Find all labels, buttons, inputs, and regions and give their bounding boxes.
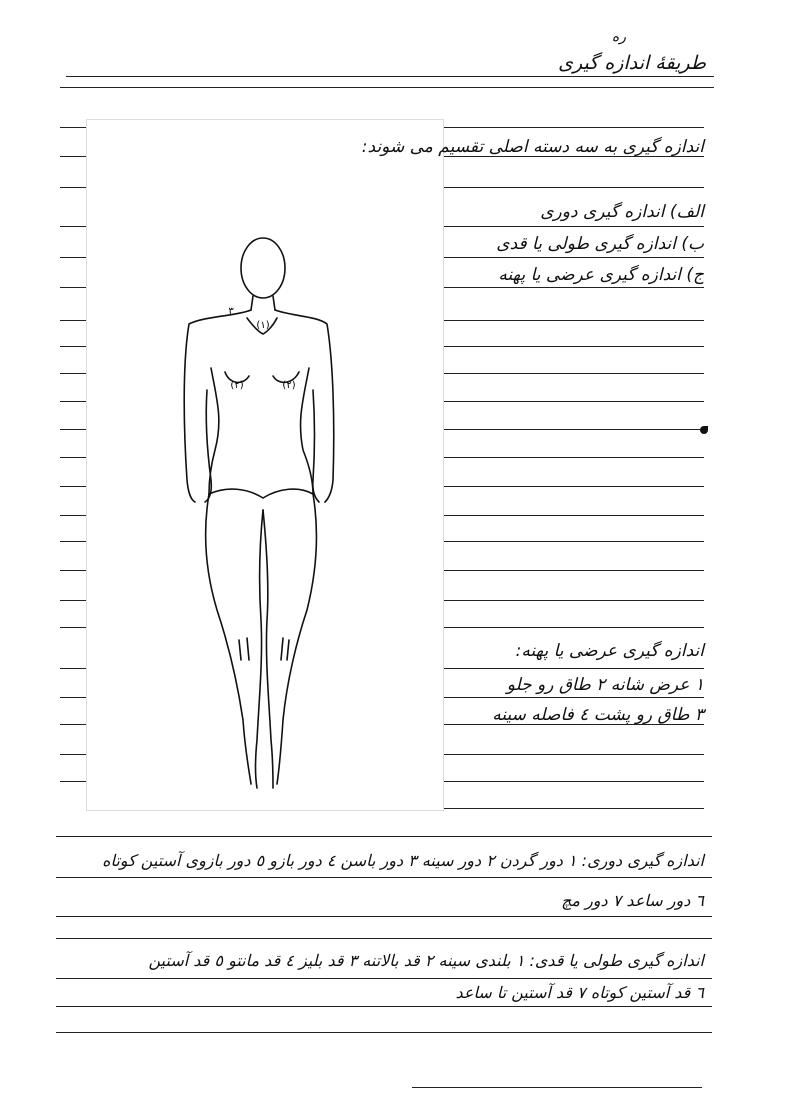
shoulder-label: ٣ [228, 306, 234, 317]
corner-mark: ره [611, 29, 626, 45]
right-bust-label: (٢) [282, 380, 296, 391]
intro-item-b: ب) اندازه گیری طولی یا قدی [496, 234, 704, 254]
width-line-1: ١ عرض شانه ٢ طاق رو جلو [506, 675, 704, 695]
intro-heading: اندازه گیری به سه دسته اصلی تقسیم می شوند: [361, 137, 704, 157]
intro-item-a: الف) اندازه گیری دوری [540, 202, 704, 222]
width-line-2: ٣ طاق رو پشت ٤ فاصله سینه [492, 705, 704, 725]
left-bust-label: (٢) [230, 380, 244, 391]
punch-mark [700, 426, 708, 434]
body-figure-drawing [87, 120, 443, 810]
intro-item-c: ج) اندازه گیری عرضی یا پهنه [498, 265, 704, 285]
round-line-2: ٦ دور ساعد ٧ دور مچ [561, 891, 704, 910]
page-title: طریقهٔ اندازه گیری [558, 52, 706, 74]
length-line-2: ٦ قد آستین کوتاه ٧ قد آستین تا ساعد [455, 983, 704, 1002]
width-heading: اندازه گیری عرضی یا پهنه: [515, 641, 704, 661]
length-line-1: اندازه گیری طولی یا قدی: ١ بلندی سینه ٢ قد بالاتنه ٣ قد بلیز ٤ قد مانتو ٥ قد آستین [148, 951, 704, 970]
neck-label: (١) [256, 320, 270, 331]
round-line-1: اندازه گیری دوری: ١ دور گردن ٢ دور سینه ٣ دور باسن ٤ دور بازو ٥ دور بازوی آستین کوتاه [102, 851, 704, 870]
body-figure-panel [86, 119, 444, 811]
